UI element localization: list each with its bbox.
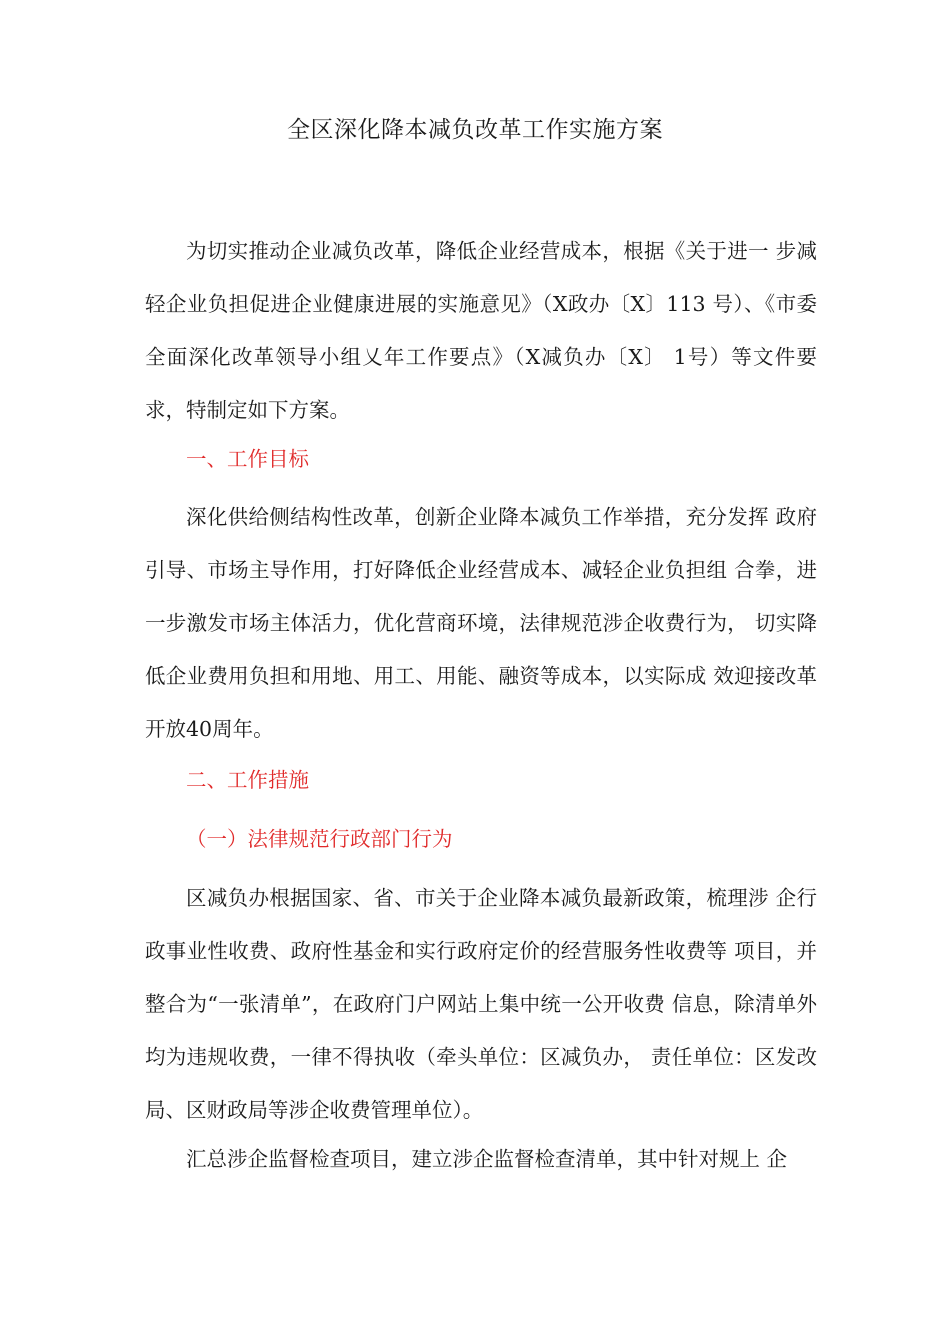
section-heading-goals: 一、工作目标 (186, 447, 309, 471)
subsection-heading-regulate: （一）法律规范行政部门行为 (186, 827, 453, 851)
section-heading-measures: 二、工作措施 (186, 768, 309, 792)
regulate-paragraph-2: 汇总涉企监督检查项目，建立涉企监督检查清单，其中针对规上 企 (186, 1147, 788, 1171)
document-title: 全区深化降本减负改革工作实施方案 (287, 117, 663, 143)
intro-paragraph: 为切实推动企业减负改革，降低企业经营成本，根据《关于进一 步减轻企业负担促进企业健康进展的实施意见》（X政办〔X〕113 号）、《市委全面深化改革领导小组乂年工作要点》（X减负办〔X〕 1号）等文件要求，特制定如下方案。 (145, 239, 817, 422)
goals-paragraph: 深化供给侧结构性改革，创新企业降本减负工作举措，充分发挥 政府引导、市场主导作用，打好降低企业经营成本、减轻企业负担组 合拳，进一步激发市场主体活力，优化营商环境，法律规范涉企收费行为， 切实降低企业费用负担和用地、用工、用能、融资等成本，以实际成 效迎接改革开放40周年。 (145, 505, 817, 741)
regulate-paragraph-1: 区减负办根据国家、省、市关于企业降本减负最新政策，梳理涉 企行政事业性收费、政府性基金和实行政府定价的经营服务性收费等 项目，并整合为“一张清单”，在政府门户网站上集中统一公开收费 信息，除清单外均为违规收费，一律不得执收（牵头单位：区减负办， 责任单位：区发改局、区财政局等涉企收费管理单位）。 (145, 886, 817, 1122)
